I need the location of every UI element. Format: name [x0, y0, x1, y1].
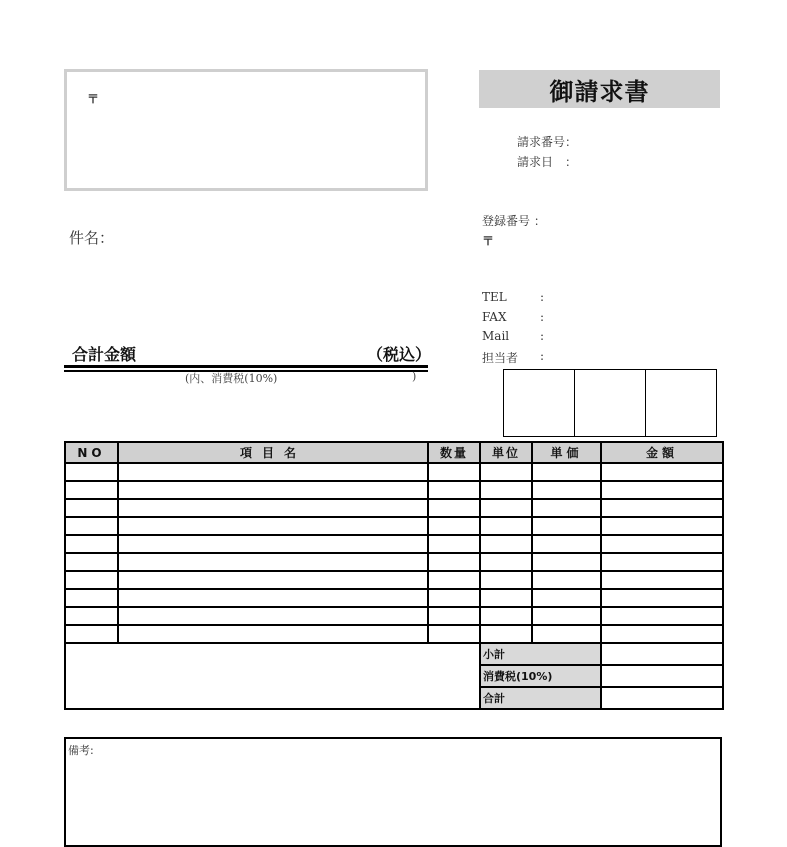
recipient-address-box[interactable] — [64, 69, 428, 191]
cell-unit[interactable] — [480, 553, 532, 571]
cell-item-name[interactable] — [118, 589, 428, 607]
cell-item-name[interactable] — [118, 607, 428, 625]
tax-value[interactable] — [601, 665, 723, 687]
table-row — [65, 463, 723, 481]
cell-unit[interactable] — [480, 481, 532, 499]
cell-amount[interactable] — [601, 481, 723, 499]
cell-unit-price[interactable] — [532, 589, 601, 607]
header-item-name: 項目名 — [118, 442, 428, 463]
tax-breakdown-close: ) — [412, 370, 417, 383]
table-row — [65, 553, 723, 571]
mail-label: Mail — [482, 329, 510, 343]
cell-unit-price[interactable] — [532, 571, 601, 589]
cell-amount[interactable] — [601, 499, 723, 517]
tax-included-label: （税込） — [367, 345, 432, 364]
cell-amount[interactable] — [601, 625, 723, 643]
cell-unit-price[interactable] — [532, 481, 601, 499]
cell-quantity[interactable] — [428, 589, 480, 607]
cell-unit[interactable] — [480, 571, 532, 589]
cell-no[interactable] — [65, 481, 118, 499]
cell-quantity[interactable] — [428, 553, 480, 571]
cell-no[interactable] — [65, 553, 118, 571]
cell-item-name[interactable] — [118, 463, 428, 481]
cell-unit-price[interactable] — [532, 499, 601, 517]
table-row — [65, 481, 723, 499]
notes-box[interactable] — [64, 737, 722, 847]
cell-unit-price[interactable] — [532, 517, 601, 535]
cell-item-name[interactable] — [118, 625, 428, 643]
header-unit-price: 単価 — [532, 442, 601, 463]
cell-amount[interactable] — [601, 553, 723, 571]
cell-quantity[interactable] — [428, 463, 480, 481]
table-row — [65, 499, 723, 517]
cell-item-name[interactable] — [118, 481, 428, 499]
line-items-table — [64, 441, 724, 710]
tel-label: TEL — [482, 290, 507, 304]
total-amount-label: 合計金額 — [72, 345, 137, 364]
cell-no[interactable] — [65, 625, 118, 643]
table-header-row — [65, 442, 723, 463]
header-unit: 単位 — [480, 442, 532, 463]
cell-quantity[interactable] — [428, 625, 480, 643]
stamp-box[interactable] — [504, 370, 575, 436]
invoice-date-label: 請求日 ： — [517, 155, 578, 169]
cell-unit-price[interactable] — [532, 607, 601, 625]
subtotal-label: 小計 — [480, 643, 601, 665]
cell-quantity[interactable] — [428, 535, 480, 553]
cell-unit-price[interactable] — [532, 553, 601, 571]
registration-number-label: 登録番号 ： — [482, 214, 546, 228]
tel-colon: : — [540, 290, 545, 304]
cell-quantity[interactable] — [428, 607, 480, 625]
table-row — [65, 589, 723, 607]
fax-label: FAX — [482, 310, 507, 324]
contact-person-label: 担当者 — [482, 351, 519, 365]
summary-row-subtotal — [65, 643, 723, 665]
cell-item-name[interactable] — [118, 535, 428, 553]
cell-unit[interactable] — [480, 535, 532, 553]
cell-amount[interactable] — [601, 607, 723, 625]
summary-blank-area — [65, 643, 480, 709]
cell-unit[interactable] — [480, 589, 532, 607]
contact-colon: : — [540, 349, 545, 363]
cell-unit[interactable] — [480, 625, 532, 643]
table-row — [65, 607, 723, 625]
fax-colon: : — [540, 310, 545, 324]
table-row — [65, 571, 723, 589]
cell-unit[interactable] — [480, 463, 532, 481]
mail-colon: : — [540, 329, 545, 343]
tax-label: 消費税(10%) — [480, 665, 601, 687]
cell-quantity[interactable] — [428, 517, 480, 535]
cell-amount[interactable] — [601, 571, 723, 589]
subtotal-value[interactable] — [601, 643, 723, 665]
grand-total-value[interactable] — [601, 687, 723, 709]
cell-no[interactable] — [65, 463, 118, 481]
notes-label: 備考: — [68, 744, 94, 757]
cell-item-name[interactable] — [118, 553, 428, 571]
header-quantity: 数量 — [428, 442, 480, 463]
postal-mark: 〒 — [87, 92, 100, 106]
cell-quantity[interactable] — [428, 499, 480, 517]
cell-unit[interactable] — [480, 607, 532, 625]
table-row — [65, 625, 723, 643]
document-title: 御請求書 — [479, 70, 720, 108]
cell-item-name[interactable] — [118, 499, 428, 517]
cell-amount[interactable] — [601, 463, 723, 481]
cell-quantity[interactable] — [428, 571, 480, 589]
grand-total-label: 合計 — [480, 687, 601, 709]
cell-no[interactable] — [65, 517, 118, 535]
cell-no[interactable] — [65, 499, 118, 517]
stamp-boxes — [503, 369, 717, 437]
tax-breakdown-note: (内、消費税(10%) — [185, 372, 278, 385]
cell-no[interactable] — [65, 571, 118, 589]
cell-quantity[interactable] — [428, 481, 480, 499]
cell-amount[interactable] — [601, 589, 723, 607]
header-no: NO — [65, 442, 118, 463]
table-row — [65, 535, 723, 553]
table-row — [65, 517, 723, 535]
cell-no[interactable] — [65, 589, 118, 607]
cell-unit-price[interactable] — [532, 625, 601, 643]
cell-no[interactable] — [65, 535, 118, 553]
stamp-box[interactable] — [646, 370, 716, 436]
invoice-number-label: 請求番号： — [517, 135, 578, 149]
stamp-box[interactable] — [575, 370, 646, 436]
issuer-postal-mark: 〒 — [482, 234, 495, 248]
subject-label: 件名： — [69, 229, 115, 247]
header-amount: 金額 — [601, 442, 723, 463]
cell-amount[interactable] — [601, 535, 723, 553]
cell-unit-price[interactable] — [532, 535, 601, 553]
cell-unit[interactable] — [480, 499, 532, 517]
cell-item-name[interactable] — [118, 571, 428, 589]
cell-unit[interactable] — [480, 517, 532, 535]
cell-amount[interactable] — [601, 517, 723, 535]
cell-item-name[interactable] — [118, 517, 428, 535]
cell-unit-price[interactable] — [532, 463, 601, 481]
cell-no[interactable] — [65, 607, 118, 625]
